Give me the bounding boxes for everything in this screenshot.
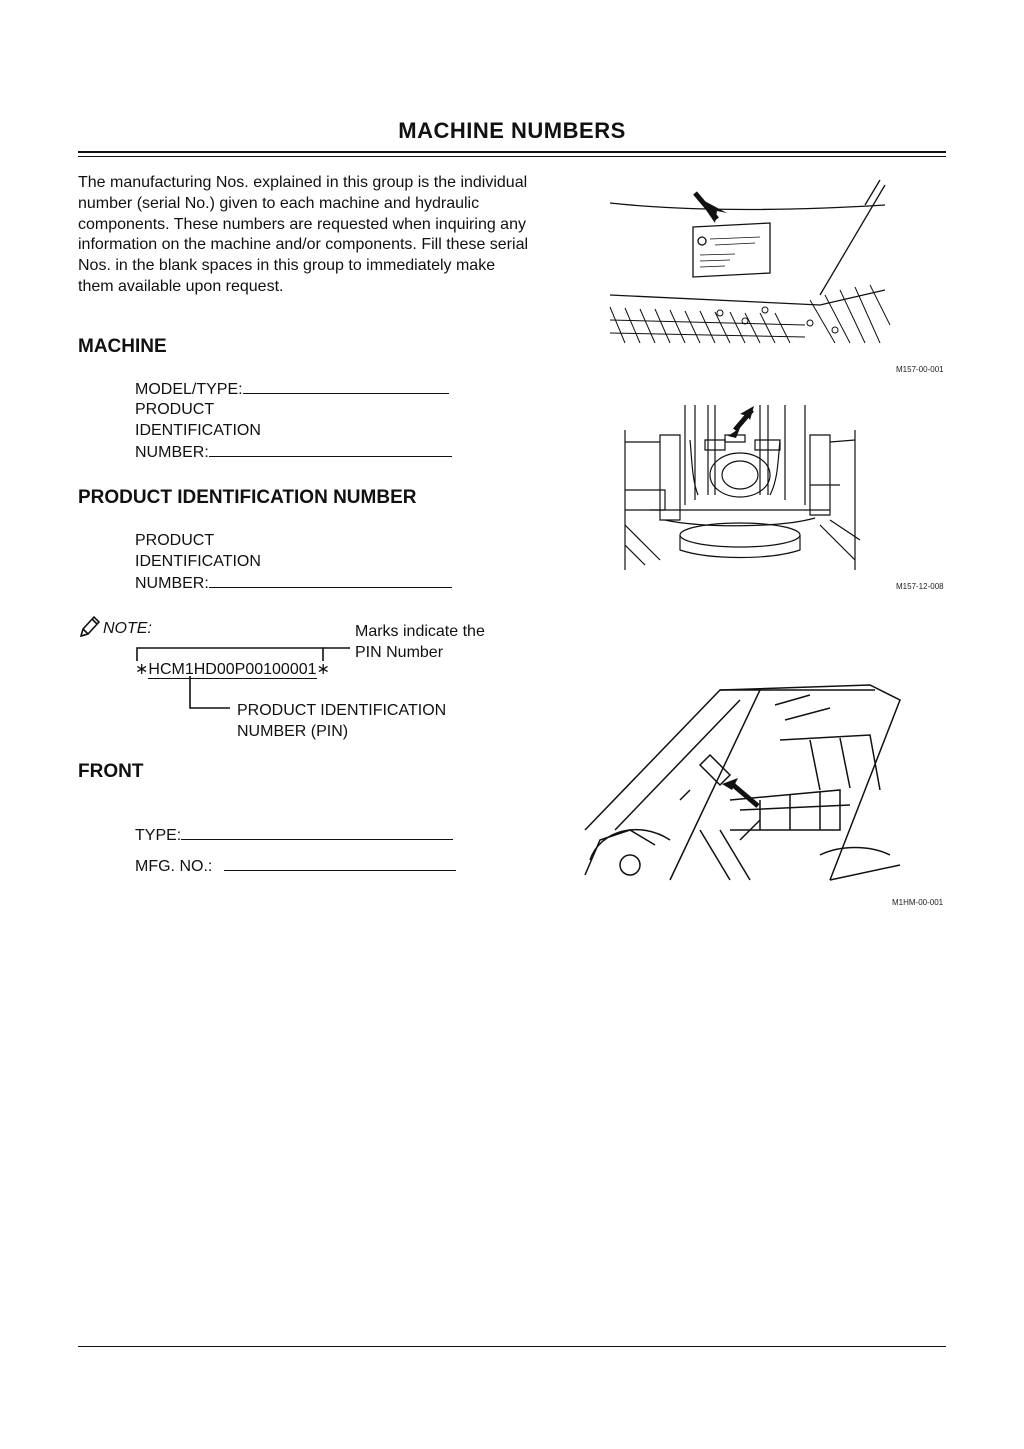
marks-line-1: Marks indicate the [355, 623, 485, 640]
footer-rule [78, 1346, 946, 1347]
marks-line-2: PIN Number [355, 644, 444, 661]
machine-pin-label-2: IDENTIFICATION [135, 422, 261, 439]
front-type-blank[interactable] [181, 824, 453, 840]
figure-1-caption: M157-00-001 [896, 365, 944, 374]
front-type-field [135, 824, 453, 846]
model-type-blank[interactable] [243, 378, 449, 394]
machine-heading: MACHINE [78, 336, 167, 357]
note-label: NOTE: [103, 620, 152, 637]
model-type-label: MODEL/TYPE: [135, 381, 243, 398]
front-mfg-blank[interactable] [224, 855, 456, 871]
model-type-field [135, 378, 449, 400]
pin-example [135, 659, 330, 679]
figure-3-caption: M1HM-00-001 [892, 898, 944, 907]
pin-star-left: ∗ [135, 661, 149, 678]
pin-heading: PRODUCT IDENTIFICATION NUMBER [78, 487, 417, 508]
pin-desc-line-1: PRODUCT IDENTIFICATION [237, 702, 447, 719]
pin-description [237, 700, 497, 742]
intro-paragraph: The manufacturing Nos. explained in this group is the individual number (serial No.) given to each machine and hydraulic components. These numbers are requested when inquiring any information on the machine and/or components. Fill these serial Nos. in the blank spaces in this group to immediately make them available upon request. [78, 174, 529, 295]
front-mfg-label: MFG. NO.: [135, 858, 213, 875]
note-pencil-icon [78, 614, 102, 640]
pin-desc-line-2: NUMBER (PIN) [237, 723, 349, 740]
pin-star-right: ∗ [316, 661, 330, 678]
pin-label-2: IDENTIFICATION [135, 553, 261, 570]
title-rule-bottom [78, 156, 946, 157]
pin-blank[interactable] [209, 572, 452, 588]
front-mfg-field [135, 855, 456, 877]
swing-device-figure [620, 400, 860, 575]
page-title: MACHINE NUMBERS [398, 118, 626, 143]
front-type-label: TYPE: [135, 827, 182, 844]
figure-2-caption: M157-12-008 [896, 582, 944, 591]
front-heading: FRONT [78, 761, 144, 782]
machine-pin-label-1: PRODUCT [135, 401, 215, 418]
machine-pin-field [135, 441, 452, 463]
nameplate-figure [605, 175, 895, 345]
marks-note [355, 621, 515, 663]
pin-label-1: PRODUCT [135, 532, 215, 549]
pin-example-code: HCM1HD00P00100001 [148, 661, 317, 678]
boom-figure [580, 680, 910, 885]
pin-label-3: NUMBER: [135, 575, 209, 592]
title-rule-top [78, 151, 946, 153]
machine-pin-blank[interactable] [209, 441, 452, 457]
pin-field [135, 572, 452, 594]
machine-pin-label-3: NUMBER: [135, 444, 209, 461]
